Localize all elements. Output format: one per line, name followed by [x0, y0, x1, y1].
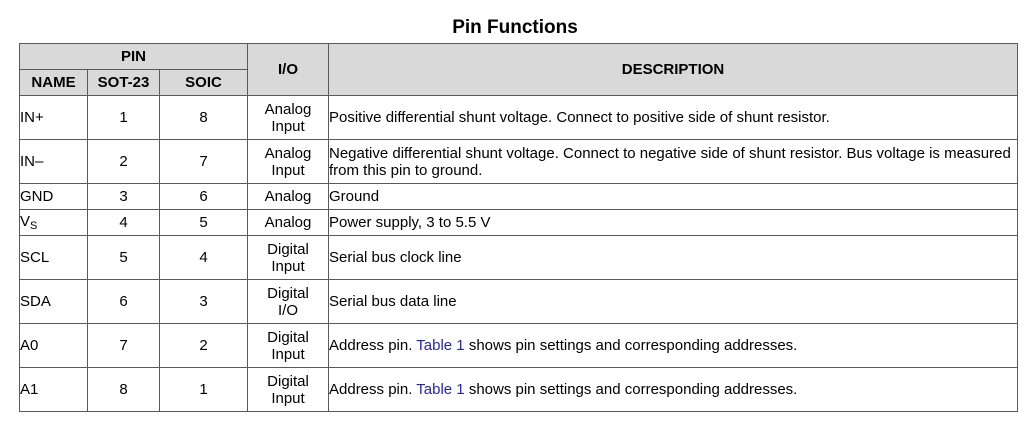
- pin-description: [329, 368, 1018, 412]
- pin-io: [248, 324, 329, 368]
- pin-io-line2: Input: [271, 389, 305, 407]
- desc-text-after: shows pin settings and corresponding addresses.: [464, 337, 798, 354]
- pin-io-line1: Analog: [264, 100, 312, 118]
- pin-io-line1: Digital: [267, 372, 309, 390]
- pin-name: SCL: [20, 236, 88, 280]
- pin-description: Power supply, 3 to 5.5 V: [329, 210, 1018, 236]
- pin-sot23: 3: [88, 184, 160, 210]
- pin-soic: 1: [160, 368, 248, 412]
- pin-soic: 4: [160, 236, 248, 280]
- pin-name: IN–: [20, 140, 88, 184]
- header-description: DESCRIPTION: [329, 44, 1018, 96]
- pin-io: Analog: [248, 210, 329, 236]
- pin-sot23: 2: [88, 140, 160, 184]
- pin-io: [248, 96, 329, 140]
- pin-io: [248, 280, 329, 324]
- pin-soic: 5: [160, 210, 248, 236]
- table-row: [20, 96, 1018, 140]
- pin-io: [248, 368, 329, 412]
- pin-description: Serial bus data line: [329, 280, 1018, 324]
- pin-description: Ground: [329, 184, 1018, 210]
- pin-description: Negative differential shunt voltage. Connect to negative side of shunt resistor. Bus voltage is measured from this pin to ground.: [329, 140, 1018, 184]
- pin-sot23: 5: [88, 236, 160, 280]
- pin-name-subscript: S: [30, 220, 38, 232]
- pin-description: Positive differential shunt voltage. Connect to positive side of shunt resistor.: [329, 96, 1018, 140]
- table-row: [20, 324, 1018, 368]
- pin-io-line1: Analog: [264, 144, 312, 162]
- pin-sot23: 4: [88, 210, 160, 236]
- header-pin: PIN: [20, 44, 248, 70]
- table-1-link[interactable]: Table 1: [416, 337, 465, 354]
- pin-io-line2: Input: [271, 117, 305, 135]
- pin-io-line2: Input: [271, 345, 305, 363]
- pin-soic: 8: [160, 96, 248, 140]
- pin-description: Serial bus clock line: [329, 236, 1018, 280]
- pin-name: [20, 210, 88, 236]
- table-row: [20, 236, 1018, 280]
- pin-io-line2: Input: [271, 161, 305, 179]
- pin-sot23: 7: [88, 324, 160, 368]
- pin-io-line1: Digital: [267, 328, 309, 346]
- pin-soic: 3: [160, 280, 248, 324]
- pin-sot23: 6: [88, 280, 160, 324]
- pin-soic: 6: [160, 184, 248, 210]
- pin-io-line2: Input: [271, 257, 305, 275]
- pin-sot23: 1: [88, 96, 160, 140]
- desc-text-before: Address pin.: [329, 337, 417, 354]
- pin-io: [248, 140, 329, 184]
- pin-sot23: 8: [88, 368, 160, 412]
- table-row: [20, 280, 1018, 324]
- pin-io-line1: Digital: [267, 284, 309, 302]
- pin-io-line2: I/O: [277, 301, 298, 319]
- pin-io: [248, 236, 329, 280]
- pin-name: A1: [20, 368, 88, 412]
- table-row: [20, 184, 1018, 210]
- pin-io-line1: Digital: [267, 240, 309, 258]
- desc-text-after: shows pin settings and corresponding addresses.: [464, 381, 798, 398]
- header-io: I/O: [248, 44, 329, 96]
- pin-name: GND: [20, 184, 88, 210]
- pin-functions-table: [19, 43, 1018, 412]
- pin-description: [329, 324, 1018, 368]
- table-row: [20, 368, 1018, 412]
- pin-name: SDA: [20, 280, 88, 324]
- table-row: [20, 210, 1018, 236]
- desc-text-before: Address pin.: [329, 381, 417, 398]
- header-sot23: SOT-23: [88, 70, 160, 96]
- pin-name-main: V: [20, 213, 31, 230]
- header-soic: SOIC: [160, 70, 248, 96]
- table-1-link[interactable]: Table 1: [416, 381, 465, 398]
- table-row: [20, 140, 1018, 184]
- pin-name: A0: [20, 324, 88, 368]
- page-title: Pin Functions: [452, 17, 578, 38]
- pin-soic: 2: [160, 324, 248, 368]
- pin-name: IN+: [20, 96, 88, 140]
- header-name: NAME: [20, 70, 88, 96]
- pin-io: Analog: [248, 184, 329, 210]
- pin-soic: 7: [160, 140, 248, 184]
